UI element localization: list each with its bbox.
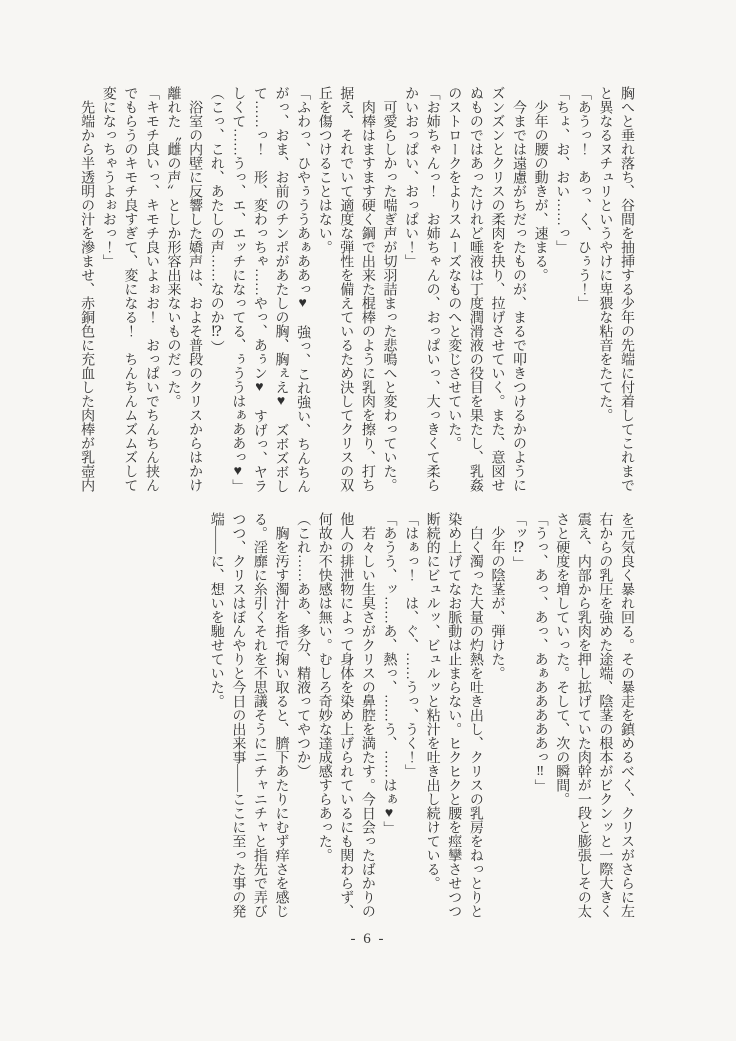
- paragraph: 白く濁った大量の灼熱を吐き出し、クリスの乳房をねっとりと染め上げてなお脈動は止まらない。ヒクヒクと腰を痙攣させつつ断続的にビュルッ、ビュルッと粘汁を吐き出し続けている。: [424, 512, 483, 918]
- paragraph: 胸へと垂れ落ち、谷間を抽挿する少年の先端に付着してこれまでと異なるヌチュリというやけに卑猥な粘音をたてた。: [597, 86, 634, 492]
- paragraph: 肉棒はますます硬く鋼で出来た棍棒のように乳肉を擦り、打ち据え、それでいて適度な弾性を備えているため決してクリスの双丘を傷つけることはない。: [316, 86, 375, 492]
- paragraph: 「ふわっ、ひやぅううあぁああっ♥ 強っ、これ強い、ちんちんがっ、おま、お前のチンポがあたしの胸、胸ぇえ♥ ズボズボして……っ！ 形、変わっちゃ……やっ、あぅン♥ すげっ、ヤラしくて……うっ、エ、エッチになってる、ぅううはぁああっ♥」: [230, 86, 311, 493]
- paragraph: 若々しい生臭さがクリスの鼻腔を満たす。今日会ったばかりの他人の排泄物によって身体を染め上げられているにも関わらず、何故か不快感は無い。むしろ奇妙な達成感すらあった。: [316, 512, 375, 918]
- paragraph: 可愛らしかった喘ぎ声が切羽詰まった悲鳴へと変わっていた。: [381, 100, 397, 492]
- paragraph: 「ッ⁉」: [511, 512, 527, 570]
- paragraph: を元気良く暴れ回る。その暴走を鎮めるべく、クリスがさらに左右からの乳圧を強めた途端、陰茎の根本がビクンッと一際大きく震え、内部から乳肉を押し拡げていた肉幹が一段と膨張しその太さと硬度を増していった。そして、次の瞬間。: [554, 512, 634, 918]
- paragraph: 今までは遠慮がちだったものが、まるで叩きつけるかのようにズンズンとクリスの柔肉を抉り、拉げさせていく。また、意図せぬものではあったけれど唾液は丁度潤滑液の役目を果たし、乳姦のストロークをよりスムーズなものへと変じさせていた。: [446, 86, 527, 492]
- paragraph: （こっ、これ、あたしの声……なのか⁉）: [208, 86, 224, 354]
- paragraph: （これ……ああ、多分、精液ってやつか）: [295, 512, 311, 778]
- text-block-top: [76, 86, 637, 493]
- paragraph: 胸を汚す濁汁を指で掬い取ると、臍下あたりにむず痒さを感じる。淫靡に糸引くそれを不思議そうにニチャニチャと指先で弄びつつ、クリスはぼんやりと今日の出来事――ここに至った事の発端――に、想いを馳せていた。: [208, 512, 289, 918]
- paragraph: 「あうう、ッ……あ、熱っ、……う、……はぁ♥」: [381, 512, 397, 835]
- paragraph: 「あうっ！ あっ、く、ひぅう！」: [575, 86, 591, 310]
- text-block-bottom: [205, 512, 637, 919]
- paragraph: 先端から半透明の汁を滲ませ、赤銅色に充血した肉棒が乳壺内: [79, 100, 95, 492]
- paragraph: 「はぁっ！ は、ぐ、……うっ、うく！」: [403, 512, 419, 778]
- paragraph: 少年の陰茎が、弾けた。: [489, 526, 505, 680]
- paragraph: 浴室の内壁に反響した嬌声は、およそ普段のクリスからはかけ離れた〝雌の声〟としか形容出来ないものだった。: [165, 86, 203, 492]
- paragraph: 「キモチ良いっ、キモチ良いよぉお！ おっぱいでちんちん挟んでもらうのキモチ良すぎて、変になる！ ちんちんムズムズして変になっちゃうよぉおっ！」: [100, 86, 159, 492]
- page-number: - 6 -: [350, 931, 386, 947]
- paragraph: 少年の腰の動きが、速まる。: [532, 100, 548, 282]
- paragraph: 「ちょ、お、おい……っ」: [554, 86, 570, 254]
- paragraph: 「お姉ちゃんっ！ お姉ちゃんの、おっぱいっ、大っきくて柔らかいおっぱい、おっぱい！」: [403, 86, 440, 492]
- paragraph: 「うっ、あっ、あっ、あぁあああああっ‼」: [532, 512, 548, 793]
